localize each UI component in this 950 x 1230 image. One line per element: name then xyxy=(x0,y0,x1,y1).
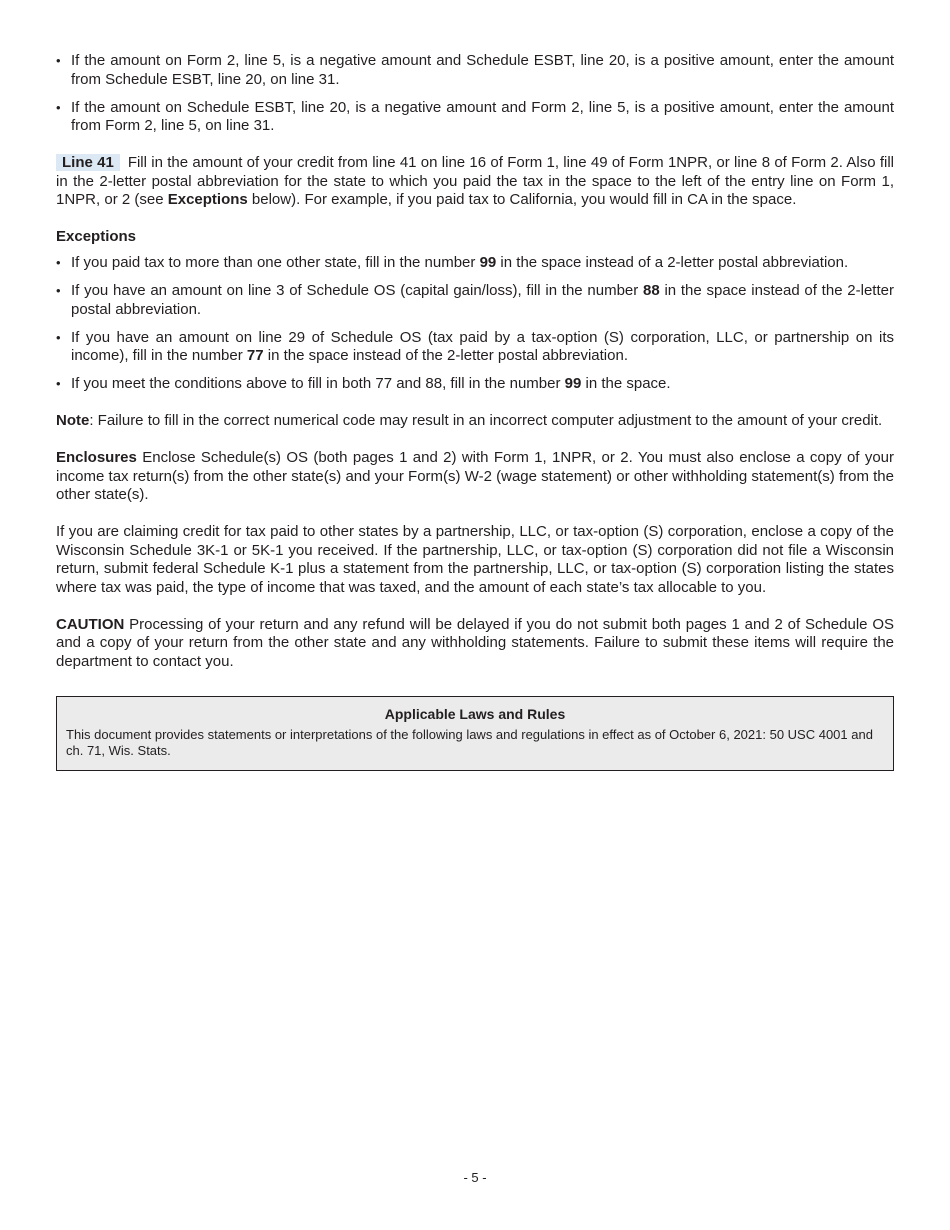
line41-paragraph: Line 41 Fill in the amount of your credit from line 41 on line 16 of Form 1, line 49 of Form 1NPR, or line 8 of Form 2. Also fill in the 2-letter postal abbreviation for the state to which you paid the tax in the space to the left of the entry line on Form 1, 1NPR, or 2 (see Exceptions below). For example, if you paid tax to California, you would fill in CA in the space. xyxy=(56,154,895,208)
exceptions-heading: Exceptions xyxy=(56,227,137,245)
applicable-laws-title: Applicable Laws and Rules xyxy=(384,706,566,722)
note-paragraph: Note: Failure to fill in the correct numerical code may result in an incorrect computer adjustment to the amount of your credit. xyxy=(56,412,883,429)
page-number: - 5 - xyxy=(463,1170,487,1185)
list-item: • If the amount on Schedule ESBT, line 20, is a negative amount and Form 2, line 5, is a positive amount, enter the amount from Form 2, line 5, on line 31. xyxy=(56,99,894,136)
list-item: • If you have an amount on line 3 of Schedule OS (capital gain/loss), fill in the number 88 in the space instead of the 2-letter postal abbreviation. xyxy=(56,282,894,319)
applicable-laws-text: This document provides statements or interpretations of the following laws and regulations in effect as of October 6, 2021: 50 USC 4001 and ch. 71, Wis. Stats. xyxy=(66,727,873,758)
caution-paragraph: CAUTION Processing of your return and any refund will be delayed if you do not submit both pages 1 and 2 of Schedule OS and a copy of your return from the other state and any withholding statements. Failure to submit these items will require the department to contact you. xyxy=(56,615,894,670)
list-item: • If you meet the conditions above to fill in both 77 and 88, fill in the number 99 in the space. xyxy=(56,375,894,394)
list-item: • If the amount on Form 2, line 5, is a negative amount and Schedule ESBT, line 20, is a positive amount, enter the amount from Schedule ESBT, line 20, on line 31. xyxy=(56,52,894,89)
list-item: • If you paid tax to more than one other state, fill in the number 99 in the space instead of a 2-letter postal abbreviation. xyxy=(56,254,894,273)
instructions-content xyxy=(56,52,894,771)
exceptions-list xyxy=(56,254,894,394)
line41-tag: Line 41 xyxy=(56,154,120,171)
partnership-paragraph: If you are claiming credit for tax paid to other states by a partnership, LLC, or tax-option (S) corporation, enclose a copy of the Wisconsin Schedule 3K-1 or 5K-1 you received. If the partnership, LLC, or tax-option (S) corporation did not file a Wisconsin return, submit federal Schedule K-1 plus a statement from the partnership, LLC, or tax-option (S) corporation listing the states where tax was paid, the type of income that was taxed, and the amount of each state’s tax allocable to you. xyxy=(56,523,894,596)
enclosures-paragraph: Enclosures Enclose Schedule(s) OS (both pages 1 and 2) with Form 1, 1NPR, or 2. You must also enclose a copy of your income tax return(s) from the other state(s) and your Form(s) W-2 (wage statement) or other withholding statement(s) from the other state(s). xyxy=(56,449,894,503)
line31-bullet-list xyxy=(56,52,894,136)
applicable-laws-box xyxy=(56,696,894,771)
list-item: • If you have an amount on line 29 of Schedule OS (tax paid by a tax-option (S) corporation, LLC, or partnership on its income), fill in the number 77 in the space instead of the 2-letter postal abbreviation. xyxy=(56,329,894,366)
